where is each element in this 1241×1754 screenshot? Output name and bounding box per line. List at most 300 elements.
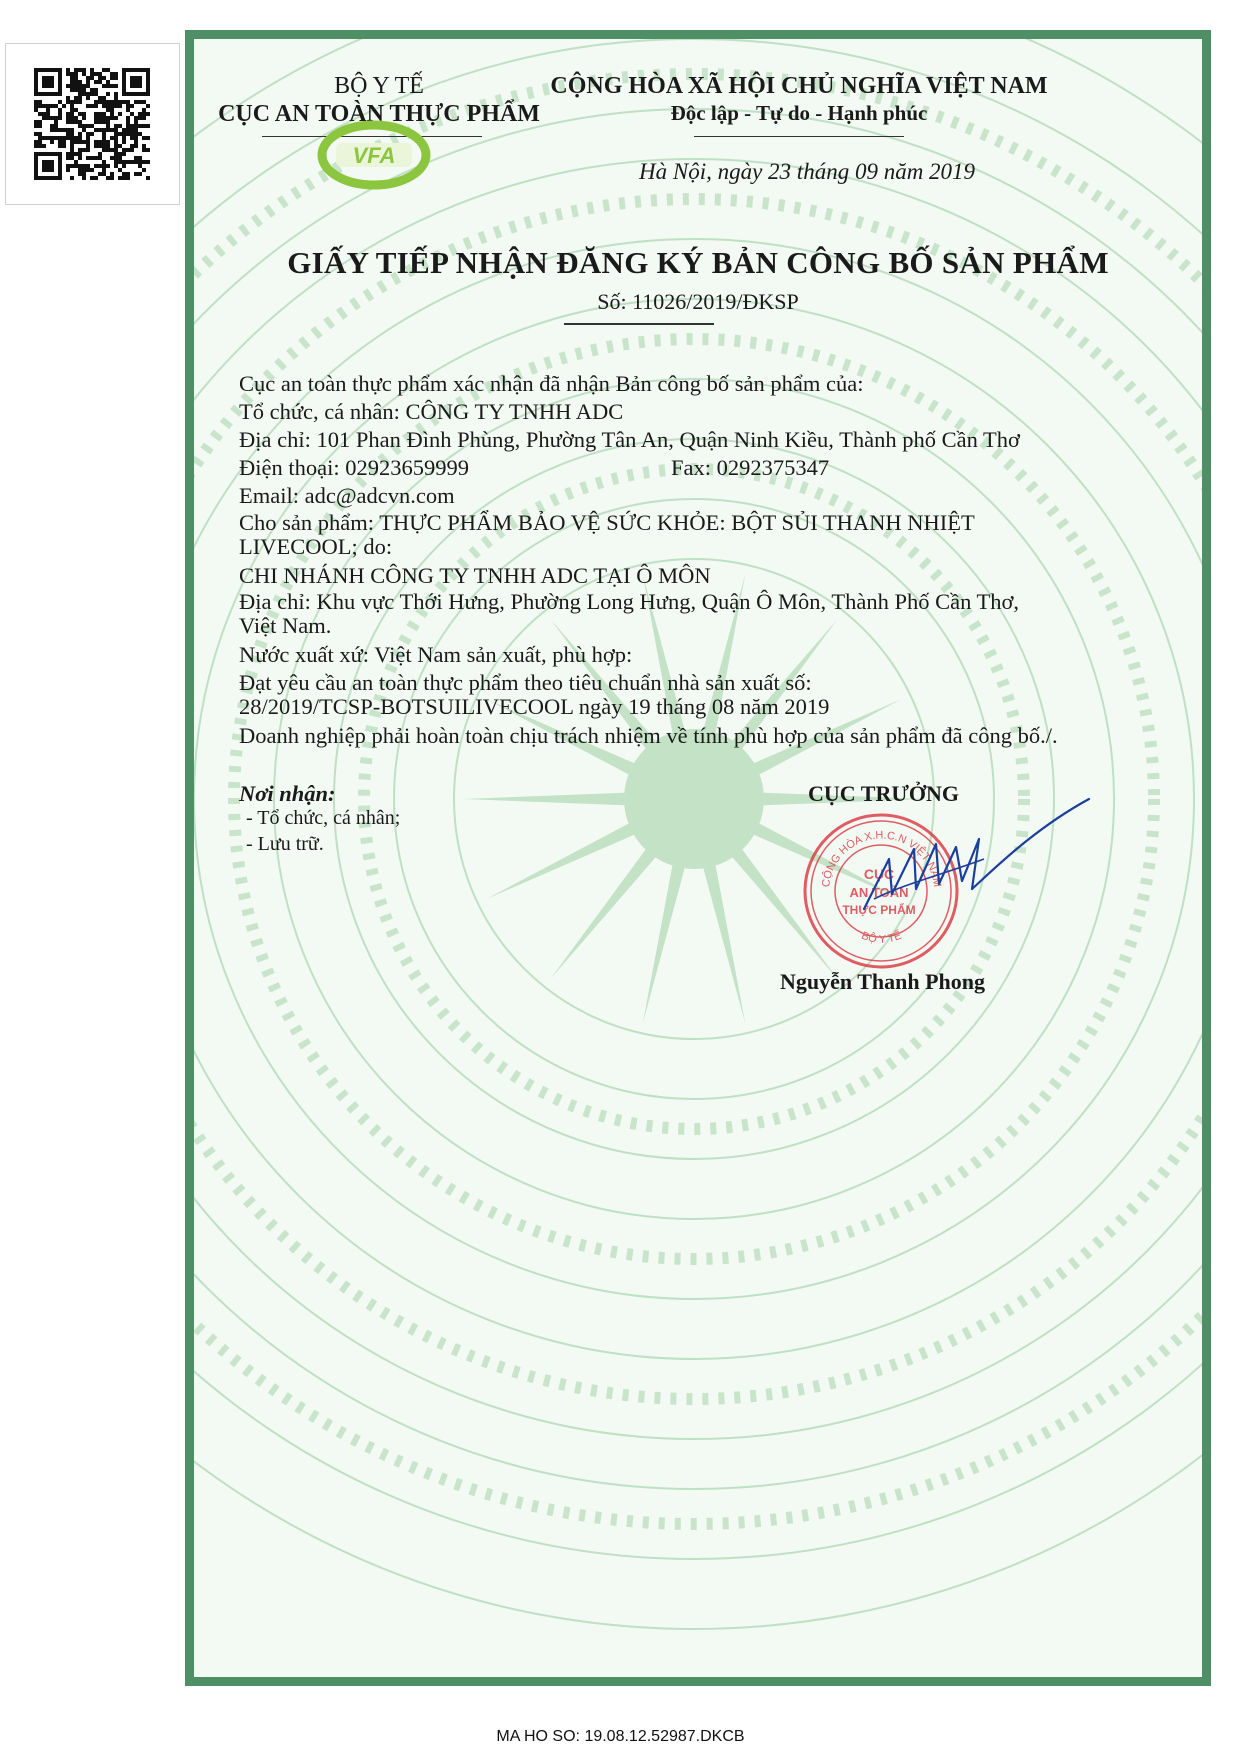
qr-module [146, 104, 150, 108]
qr-module [134, 144, 138, 148]
recipients-heading: Nơi nhận: [239, 781, 336, 806]
qr-module [114, 152, 118, 156]
qr-module [110, 108, 114, 112]
qr-module [106, 176, 110, 180]
qr-module [74, 96, 78, 100]
qr-module [98, 120, 102, 124]
qr-module [58, 116, 62, 120]
qr-module [70, 88, 74, 92]
qr-module [114, 116, 118, 120]
qr-module [90, 124, 94, 128]
qr-module [122, 100, 126, 104]
qr-module [114, 128, 118, 132]
qr-module [106, 80, 110, 84]
qr-module [146, 160, 150, 164]
qr-module [98, 112, 102, 116]
qr-module [74, 140, 78, 144]
qr-module [66, 136, 70, 140]
qr-module [94, 128, 98, 132]
qr-module [138, 160, 142, 164]
qr-module [102, 120, 106, 124]
qr-module [82, 168, 86, 172]
country-name: CỘNG HÒA XÃ HỘI CHỦ NGHĨA VIỆT NAM [550, 73, 1048, 99]
qr-module [98, 72, 102, 76]
qr-module [50, 124, 54, 128]
qr-module [74, 100, 78, 104]
qr-module [46, 112, 50, 116]
qr-module [138, 116, 142, 120]
qr-module [66, 168, 70, 172]
qr-module [78, 156, 82, 160]
qr-module [110, 136, 114, 140]
qr-module [98, 164, 102, 168]
qr-module [74, 88, 78, 92]
stamp-line-3: THỰC PHẨM [842, 903, 916, 917]
qr-module [78, 124, 82, 128]
qr-module [126, 116, 130, 120]
qr-module [142, 136, 146, 140]
manufacturer-line: CHI NHÁNH CÔNG TY TNHH ADC TẠI Ô MÔN [239, 563, 711, 588]
qr-module [58, 112, 62, 116]
qr-module [78, 120, 82, 124]
qr-module [78, 132, 82, 136]
qr-module [126, 108, 130, 112]
qr-module [102, 140, 106, 144]
qr-module [142, 112, 146, 116]
qr-module [74, 80, 78, 84]
qr-module [34, 132, 38, 136]
qr-module [118, 132, 122, 136]
qr-module [106, 120, 110, 124]
qr-module [94, 112, 98, 116]
qr-module [106, 68, 110, 72]
qr-module [122, 128, 126, 132]
qr-module [122, 152, 126, 156]
qr-module [114, 144, 118, 148]
qr-module [42, 104, 46, 108]
qr-module [70, 112, 74, 116]
drum-sun-ray [551, 850, 656, 979]
qr-module [78, 88, 82, 92]
qr-module [138, 132, 142, 136]
qr-module [70, 84, 74, 88]
qr-module [78, 168, 82, 172]
qr-module [106, 124, 110, 128]
recipient-item: - Lưu trữ. [246, 833, 324, 855]
qr-module [110, 84, 114, 88]
qr-module [86, 136, 90, 140]
qr-module [138, 172, 142, 176]
qr-module [90, 156, 94, 160]
qr-module [102, 104, 106, 108]
qr-module [134, 160, 138, 164]
qr-module [122, 164, 126, 168]
qr-module [102, 96, 106, 100]
qr-module [114, 84, 118, 88]
qr-module [38, 120, 42, 124]
qr-module [70, 104, 74, 108]
qr-module [110, 116, 114, 120]
qr-module [118, 168, 122, 172]
qr-module [146, 176, 150, 180]
qr-code [5, 43, 180, 205]
qr-module [102, 164, 106, 168]
qr-module [90, 88, 94, 92]
email-line: Email: adc@adcvn.com [239, 483, 455, 508]
qr-module [98, 172, 102, 176]
qr-module [74, 72, 78, 76]
qr-module [106, 148, 110, 152]
qr-module [66, 68, 70, 72]
qr-module [130, 112, 134, 116]
qr-module [78, 84, 82, 88]
qr-module [102, 128, 106, 132]
qr-module [46, 136, 50, 140]
qr-module [130, 144, 134, 148]
signatory-name: Nguyễn Thanh Phong [780, 969, 986, 994]
qr-module [78, 140, 82, 144]
motto: Độc lập - Tự do - Hạnh phúc [670, 101, 928, 125]
qr-module [110, 112, 114, 116]
qr-module [114, 92, 118, 96]
qr-module [134, 116, 138, 120]
qr-module [70, 144, 74, 148]
qr-module [114, 124, 118, 128]
qr-module [70, 100, 74, 104]
qr-module [106, 116, 110, 120]
qr-module [98, 140, 102, 144]
qr-module [94, 92, 98, 96]
product-line-2: LIVECOOL; do: [239, 534, 393, 559]
qr-module [126, 176, 130, 180]
qr-module [70, 76, 74, 80]
qr-module [82, 112, 86, 116]
qr-module [142, 100, 146, 104]
qr-module [130, 104, 134, 108]
qr-finder [130, 76, 142, 88]
qr-module [70, 136, 74, 140]
qr-module [106, 100, 110, 104]
qr-module [106, 92, 110, 96]
qr-module [114, 148, 118, 152]
qr-module [94, 176, 98, 180]
qr-module [70, 164, 74, 168]
qr-module [102, 100, 106, 104]
qr-module [74, 120, 78, 124]
qr-module [102, 172, 106, 176]
qr-module [86, 96, 90, 100]
qr-module [66, 128, 70, 132]
qr-module [46, 104, 50, 108]
qr-module [34, 140, 38, 144]
qr-module [138, 164, 142, 168]
qr-module [74, 116, 78, 120]
qr-module [138, 112, 142, 116]
qr-module [106, 108, 110, 112]
qr-module [98, 156, 102, 160]
qr-module [110, 148, 114, 152]
qr-module [90, 76, 94, 80]
qr-module [78, 80, 82, 84]
signatory-position: CỤC TRƯỞNG [808, 781, 959, 806]
qr-module [98, 144, 102, 148]
qr-module [74, 76, 78, 80]
qr-module [94, 164, 98, 168]
qr-module [34, 108, 38, 112]
qr-module [126, 148, 130, 152]
qr-module [114, 136, 118, 140]
qr-module [86, 124, 90, 128]
qr-module [126, 128, 130, 132]
qr-module [74, 108, 78, 112]
qr-finder [42, 160, 54, 172]
qr-module [102, 112, 106, 116]
qr-module [86, 76, 90, 80]
qr-module [86, 92, 90, 96]
manufacturer-address-line-1: Địa chỉ: Khu vực Thới Hưng, Phường Long Hưng, Quận Ô Môn, Thành Phố Cần Thơ, [239, 589, 1020, 614]
qr-module [66, 152, 70, 156]
qr-module [126, 132, 130, 136]
qr-module [134, 140, 138, 144]
qr-module [110, 100, 114, 104]
qr-module [46, 116, 50, 120]
qr-module [86, 156, 90, 160]
qr-module [122, 140, 126, 144]
intro-line: Cục an toàn thực phẩm xác nhận đã nhận Bản công bố sản phẩm của: [239, 371, 864, 396]
qr-module [66, 84, 70, 88]
qr-module [78, 148, 82, 152]
qr-module [118, 144, 122, 148]
qr-module [118, 176, 122, 180]
qr-module [46, 108, 50, 112]
qr-module [126, 100, 130, 104]
qr-module [78, 68, 82, 72]
qr-module [70, 176, 74, 180]
qr-module [82, 128, 86, 132]
qr-module [86, 168, 90, 172]
organization-line: Tổ chức, cá nhân: CÔNG TY TNHH ADC [239, 399, 624, 424]
standard-line-2: 28/2019/TCSP-BOTSUILIVECOOL ngày 19 tháng 08 năm 2019 [239, 694, 830, 719]
qr-module [86, 140, 90, 144]
qr-module [70, 132, 74, 136]
qr-module [102, 160, 106, 164]
qr-module [142, 168, 146, 172]
qr-module [114, 96, 118, 100]
qr-module [130, 128, 134, 132]
qr-module [110, 76, 114, 80]
product-line-1: Cho sản phẩm: THỰC PHẨM BẢO VỆ SỨC KHỎE: BỘT SỦI THANH NHIỆT [239, 510, 975, 535]
qr-module [38, 124, 42, 128]
qr-module [110, 176, 114, 180]
qr-module [70, 128, 74, 132]
qr-module [118, 112, 122, 116]
qr-module [74, 84, 78, 88]
qr-module [106, 128, 110, 132]
qr-module [94, 156, 98, 160]
title-underline [564, 323, 714, 325]
origin-line: Nước xuất xứ: Việt Nam sản xuất, phù hợp: [239, 642, 633, 667]
qr-module [74, 152, 78, 156]
qr-module [94, 116, 98, 120]
qr-module [78, 136, 82, 140]
qr-module [82, 124, 86, 128]
qr-module [38, 144, 42, 148]
qr-module [102, 132, 106, 136]
standard-line-1: Đạt yêu cầu an toàn thực phẩm theo tiêu chuẩn nhà sản xuất số: [239, 670, 812, 695]
qr-module [58, 100, 62, 104]
qr-finder [42, 76, 54, 88]
qr-module [54, 120, 58, 124]
qr-module [146, 148, 150, 152]
qr-module [114, 140, 118, 144]
qr-module [70, 148, 74, 152]
qr-module [58, 128, 62, 132]
qr-module [58, 144, 62, 148]
qr-module [122, 176, 126, 180]
qr-module [106, 140, 110, 144]
qr-module [90, 176, 94, 180]
qr-module [126, 120, 130, 124]
qr-module [86, 84, 90, 88]
qr-module [50, 116, 54, 120]
certificate-frame [185, 30, 1211, 1686]
qr-module [66, 156, 70, 160]
qr-module [34, 104, 38, 108]
qr-module [110, 128, 114, 132]
qr-module [82, 92, 86, 96]
qr-module [78, 152, 82, 156]
qr-module [38, 100, 42, 104]
qr-module [110, 104, 114, 108]
agency-name: CỤC AN TOÀN THỰC PHẨM [218, 101, 540, 127]
qr-module [142, 148, 146, 152]
qr-module [114, 104, 118, 108]
qr-module [86, 104, 90, 108]
qr-module [74, 160, 78, 164]
qr-module [82, 172, 86, 176]
stamp-line-1: CỤC [863, 866, 895, 882]
qr-module [82, 72, 86, 76]
qr-module [82, 140, 86, 144]
qr-module [122, 160, 126, 164]
qr-module [130, 160, 134, 164]
handwritten-signature [844, 789, 1094, 939]
qr-module [86, 80, 90, 84]
qr-module [86, 164, 90, 168]
qr-module [62, 104, 66, 108]
qr-module [102, 84, 106, 88]
qr-module [138, 124, 142, 128]
qr-module [102, 116, 106, 120]
qr-module [130, 132, 134, 136]
qr-module [102, 144, 106, 148]
qr-module [102, 168, 106, 172]
qr-module [42, 136, 46, 140]
certificate-body [194, 39, 1202, 1677]
qr-module [50, 128, 54, 132]
qr-module [142, 144, 146, 148]
recipient-item: - Tổ chức, cá nhân; [246, 807, 401, 829]
qr-module [114, 72, 118, 76]
qr-module [98, 80, 102, 84]
qr-module [102, 148, 106, 152]
qr-module [106, 144, 110, 148]
qr-module [62, 136, 66, 140]
qr-module [62, 140, 66, 144]
qr-module [134, 128, 138, 132]
qr-module [90, 168, 94, 172]
qr-module [94, 100, 98, 104]
qr-module [50, 140, 54, 144]
qr-module [134, 156, 138, 160]
record-code: MA HO SO: 19.08.12.52987.DKCB [496, 1728, 745, 1745]
qr-module [130, 136, 134, 140]
qr-module [98, 152, 102, 156]
qr-module [66, 132, 70, 136]
qr-module [110, 72, 114, 76]
qr-module [82, 88, 86, 92]
qr-module [50, 136, 54, 140]
qr-module [98, 116, 102, 120]
qr-module [34, 124, 38, 128]
qr-module [42, 112, 46, 116]
qr-module [94, 104, 98, 108]
stamp-line-2: AN TOÀN [849, 885, 909, 900]
qr-module [74, 164, 78, 168]
qr-module [142, 124, 146, 128]
qr-module [118, 160, 122, 164]
qr-module [54, 124, 58, 128]
qr-module [82, 68, 86, 72]
drum-sun-ray [703, 866, 745, 1024]
qr-module [118, 152, 122, 156]
qr-module [70, 140, 74, 144]
responsibility-line: Doanh nghiệp phải hoàn toàn chịu trách nhiệm về tính phù hợp của sản phẩm đã công bố./. [239, 723, 1058, 748]
qr-module [74, 136, 78, 140]
qr-module [70, 116, 74, 120]
qr-module [110, 156, 114, 160]
qr-module [106, 104, 110, 108]
qr-module [38, 140, 42, 144]
qr-module [54, 116, 58, 120]
qr-module [94, 144, 98, 148]
qr-module [146, 112, 150, 116]
qr-module [110, 172, 114, 176]
qr-module [38, 104, 42, 108]
qr-module [42, 144, 46, 148]
qr-module [66, 100, 70, 104]
qr-module [58, 136, 62, 140]
qr-module [38, 112, 42, 116]
qr-module [70, 108, 74, 112]
qr-module [102, 136, 106, 140]
qr-module [90, 132, 94, 136]
qr-module [58, 108, 62, 112]
qr-module [146, 136, 150, 140]
qr-module [66, 116, 70, 120]
qr-module [86, 144, 90, 148]
qr-module [122, 172, 126, 176]
qr-module [114, 160, 118, 164]
motto-underline [694, 136, 904, 137]
fax-line: Fax: 0292375347 [671, 455, 830, 480]
qr-module [70, 120, 74, 124]
qr-module [54, 104, 58, 108]
qr-module [82, 164, 86, 168]
qr-module [122, 132, 126, 136]
qr-module [86, 132, 90, 136]
qr-module [130, 124, 134, 128]
